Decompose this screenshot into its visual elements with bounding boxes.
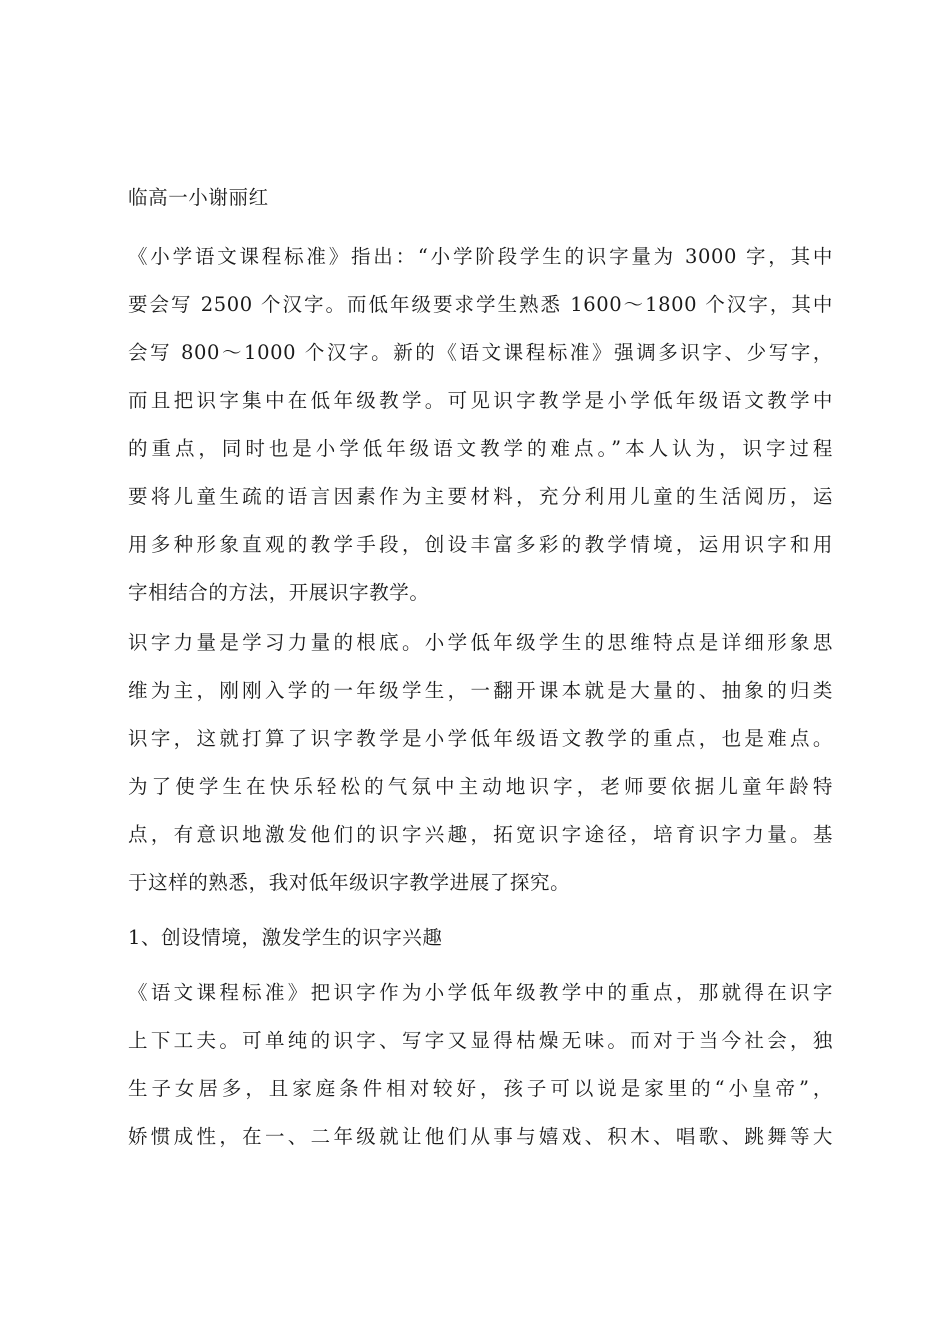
section-heading-1: 1、创设情境，激发学生的识字兴趣 xyxy=(128,926,443,949)
paragraph-1-line-8: 字相结合的方法，开展识字教学。 xyxy=(128,581,430,604)
paragraph-1-line-5: 的重点，同时也是小学低年级语文教学的难点。”本人认为，识字过程 xyxy=(128,437,833,460)
paragraph-3-line-3: 生子女居多，且家庭条件相对较好，孩子可以说是家里的“小皇帝”， xyxy=(128,1077,833,1100)
paragraph-3-line-2: 上下工夫。可单纯的识字、写字又显得枯燥无味。而对于当今社会，独 xyxy=(128,1029,833,1052)
paragraph-2-line-3: 识字，这就打算了识字教学是小学低年级语文教学的重点，也是难点。 xyxy=(128,727,833,750)
paragraph-1-line-2: 要会写 2500 个汉字。而低年级要求学生熟悉 1600～1800 个汉字，其中 xyxy=(128,293,833,316)
paragraph-2-line-4: 为了使学生在快乐轻松的气氛中主动地识字，老师要依据儿童年龄特 xyxy=(128,775,833,798)
paragraph-1-line-6: 要将儿童生疏的语言因素作为主要材料，充分利用儿童的生活阅历，运 xyxy=(128,485,833,508)
paragraph-3-line-4: 娇惯成性，在一、二年级就让他们从事与嬉戏、积木、唱歌、跳舞等大 xyxy=(128,1125,833,1148)
paragraph-2-line-5: 点，有意识地激发他们的识字兴趣，拓宽识字途径，培育识字力量。基 xyxy=(128,823,833,846)
paragraph-3-line-1: 《语文课程标准》把识字作为小学低年级教学中的重点，那就得在识字 xyxy=(128,981,833,1004)
paragraph-1-line-7: 用多种形象直观的教学手段，创设丰富多彩的教学情境，运用识字和用 xyxy=(128,533,833,556)
paragraph-1-line-4: 而且把识字集中在低年级教学。可见识字教学是小学低年级语文教学中 xyxy=(128,389,833,412)
paragraph-2-line-1: 识字力量是学习力量的根底。小学低年级学生的思维特点是详细形象思 xyxy=(128,631,833,654)
paragraph-1-line-3: 会写 800～1000 个汉字。新的《语文课程标准》强调多识字、少写字， xyxy=(128,341,833,364)
author-line: 临高一小谢丽红 xyxy=(128,186,269,209)
paragraph-2-line-2: 维为主，刚刚入学的一年级学生，一翻开课本就是大量的、抽象的归类 xyxy=(128,679,833,702)
paragraph-2-line-6: 于这样的熟悉，我对低年级识字教学进展了探究。 xyxy=(128,871,571,894)
paragraph-1-line-1: 《小学语文课程标准》指出：“小学阶段学生的识字量为 3000 字，其中 xyxy=(128,245,833,268)
